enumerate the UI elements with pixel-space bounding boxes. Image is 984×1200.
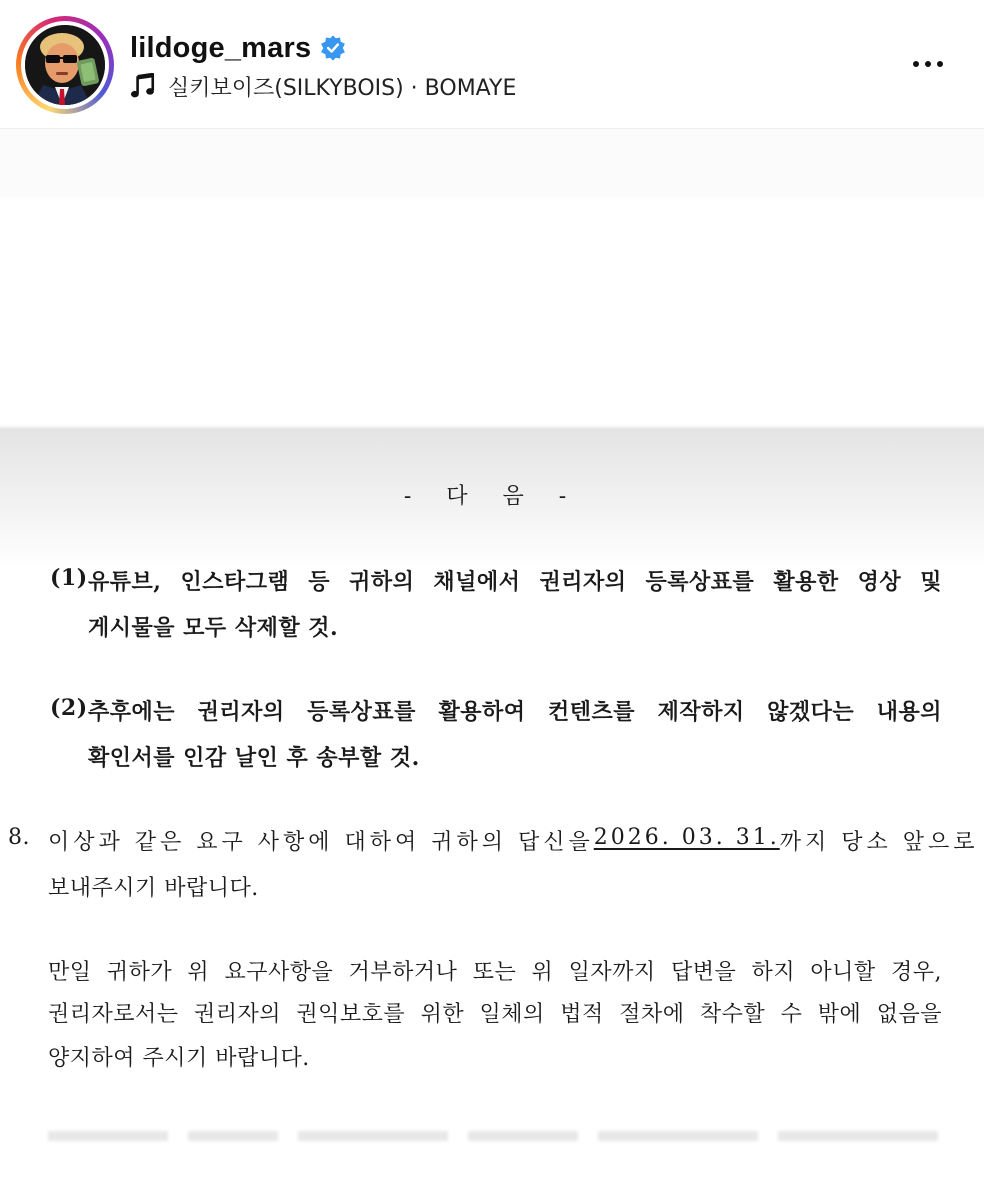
more-options-icon-dot: [937, 61, 943, 67]
item-2-marker: (2): [50, 695, 88, 721]
more-options-icon-dot: [925, 61, 931, 67]
document-heading: - 다 음 -: [403, 484, 581, 509]
music-note-icon: [130, 73, 156, 99]
audio-attribution[interactable]: [130, 70, 516, 102]
avatar-image: [25, 25, 105, 105]
verified-badge-icon: [319, 34, 347, 62]
deadline-date: 2026. 03. 31.: [593, 825, 780, 850]
paragraph-8-text-before-date: 이상과 같은 요구 사항에 대하여 귀하의 답신을: [48, 830, 594, 855]
paragraph-9-line-2: 권리자로서는 권리자의 권익보호를 위한 일체의 법적 절차에 착수할 수 밖에 없음을: [48, 1002, 942, 1027]
username-row: [130, 28, 347, 68]
faded-text-artifact: [48, 1121, 940, 1151]
paragraph-9-line-1: 만일 귀하가 위 요구사항을 거부하거나 또는 위 일자까지 답변을 하지 아니할 경우,: [48, 960, 942, 985]
paragraph-8-line-1: [48, 825, 979, 856]
item-2-line-1: 추후에는 권리자의 등록상표를 활용하여 컨텐츠를 제작하지 않겠다는 내용의: [88, 699, 942, 725]
item-1-line-1: 유튜브, 인스타그램 등 귀하의 채널에서 권리자의 등록상표를 활용한 영상 및: [88, 569, 942, 595]
more-options-icon: [913, 61, 919, 67]
item-2-line-2: 확인서를 인감 날인 후 송부할 것.: [88, 745, 420, 771]
item-1-marker: (1): [50, 565, 88, 591]
avatar-border: [21, 21, 109, 109]
paragraph-9-line-3: 양지하여 주시기 바랍니다.: [48, 1046, 310, 1071]
more-options-button[interactable]: [902, 48, 954, 80]
avatar[interactable]: [25, 25, 105, 105]
post-header: [0, 0, 984, 129]
faded-cutoff-line: [48, 1121, 940, 1151]
story-ring[interactable]: [16, 16, 114, 114]
music-label: 실키보이즈(SILKYBOIS) · BOMAYE: [168, 75, 517, 101]
paragraph-8-text-after-date: 까지 당소 앞으로: [779, 830, 979, 855]
item-1-line-2: 게시물을 모두 삭제할 것.: [88, 615, 339, 641]
paragraph-8-number: 8.: [8, 825, 30, 850]
username-link[interactable]: lildoge_mars: [130, 31, 312, 64]
post-image-document[interactable]: [0, 129, 984, 1200]
paragraph-8-line-2: 보내주시기 바랍니다.: [48, 876, 259, 901]
